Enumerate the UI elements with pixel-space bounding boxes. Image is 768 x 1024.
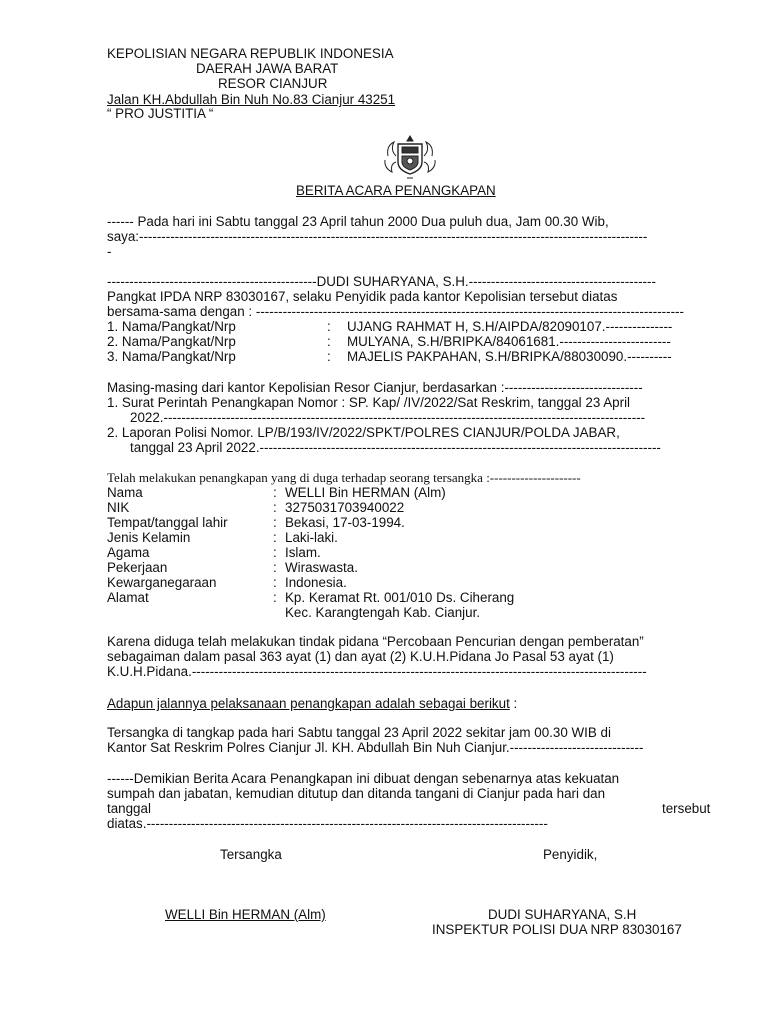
- header-resort: RESOR CIANJUR: [218, 76, 328, 91]
- member-colon: :: [327, 349, 331, 364]
- signature-suspect-label: Tersangka: [220, 847, 282, 862]
- closing-line-3-left: tanggal: [107, 801, 151, 816]
- intro-line-2: saya:------------------------------------------------------------------------------------------------------------------: [107, 229, 648, 244]
- basis-item-1-cont: 2022.------------------------------------------------------------------------------------------------------------: [130, 410, 646, 425]
- reason-line-1: Karena diduga telah melakukan tindak pidana “Percobaan Pencurian dengan pemberatan”: [107, 634, 644, 649]
- member-colon: :: [327, 319, 331, 334]
- header-region: DAERAH JAWA BARAT: [196, 61, 339, 76]
- signature-suspect-name: WELLI Bin HERMAN (Alm): [165, 907, 326, 922]
- intro-line-3: -: [107, 244, 112, 259]
- execution-line-1: Tersangka di tangkap pada hari Sabtu tanggal 23 April 2022 sekitar jam 00.30 WIB di: [107, 725, 611, 740]
- member-value: MULYANA, S.H/BRIPKA/84061681.-------------------------: [347, 334, 671, 349]
- member-row: [107, 349, 717, 364]
- execution-line-2: Kantor Sat Reskrim Polres Cianjur Jl. KH. Abdullah Bin Nuh Cianjur.------------------------------: [107, 740, 644, 755]
- basis-item-2-cont: tanggal 23 April 2022.------------------------------------------------------------------------------------------: [130, 440, 661, 455]
- header-address: Jalan KH.Abdullah Bin Nuh No.83 Cianjur 43251: [107, 92, 396, 107]
- suspect-field: Agama : Islam.: [107, 545, 321, 560]
- signature-investigator-label: Penyidik,: [543, 847, 598, 862]
- basis-intro: Masing-masing dari kantor Kepolisian Resor Cianjur, berdasarkan :-------------------------------: [107, 380, 643, 395]
- basis-item-1: 1. Surat Perintah Penangkapan Nomor : SP. Kap/ /IV/2022/Sat Reskrim, tanggal 23 April: [107, 395, 631, 410]
- arrest-intro: Telah melakukan penangkapan yang di duga terhadap seorang tersangka :---------------------: [107, 470, 581, 485]
- suspect-field: Alamat : Kp. Keramat Rt. 001/010 Ds. Ciherang: [107, 590, 515, 605]
- signature-investigator-name: DUDI SUHARYANA, S.H: [488, 907, 637, 922]
- suspect-field: Tempat/tanggal lahir : Bekasi, 17-03-1994.: [107, 515, 405, 530]
- suspect-field: Kewarganegaraan : Indonesia.: [107, 575, 347, 590]
- member-value: UJANG RAHMAT H, S.H/AIPDA/82090107.---------------: [347, 319, 673, 334]
- police-emblem-icon: [380, 132, 440, 180]
- member-label: 3. Nama/Pangkat/Nrp: [107, 349, 236, 364]
- execution-heading: Adapun jalannya pelaksanaan penangkapan adalah sebagai berikut :: [107, 696, 518, 711]
- investigator-name: -----------------------------------------------DUDI SUHARYANA, S.H.------------------------------------------: [107, 274, 656, 289]
- intro-line-1: ------ Pada hari ini Sabtu tanggal 23 April tahun 2000 Dua puluh dua, Jam 00.30 Wib,: [107, 214, 609, 229]
- member-row: [107, 319, 717, 334]
- document-title: BERITA ACARA PENANGKAPAN: [296, 183, 496, 198]
- suspect-field: NIK : 3275031703940022: [107, 500, 405, 515]
- closing-line-2: sumpah dan jabatan, kemudian ditutup dan ditanda tangani di Cianjur pada hari dan: [107, 786, 606, 801]
- member-value: MAJELIS PAKPAHAN, S.H/BRIPKA/88030090.----------: [347, 349, 672, 364]
- member-label: 2. Nama/Pangkat/Nrp: [107, 334, 236, 349]
- member-label: 1. Nama/Pangkat/Nrp: [107, 319, 236, 334]
- closing-line-4: diatas.------------------------------------------------------------------------------------------: [107, 816, 548, 831]
- member-colon: :: [327, 334, 331, 349]
- investigator-together: bersama-sama dengan : ------------------------------------------------------------------------------------------------: [107, 304, 684, 319]
- signature-investigator-title: INSPEKTUR POLISI DUA NRP 83030167: [432, 922, 682, 937]
- closing-line-3-right: tersebut: [662, 801, 711, 816]
- basis-item-2: 2. Laporan Polisi Nomor. LP/B/193/IV/2022/SPKT/POLRES CIANJUR/POLDA JABAR,: [107, 425, 620, 440]
- investigator-rank: Pangkat IPDA NRP 83030167, selaku Penyidik pada kantor Kepolisian tersebut diatas: [107, 289, 618, 304]
- suspect-address-cont: Kec. Karangtengah Kab. Cianjur.: [285, 605, 481, 620]
- header-institution: KEPOLISIAN NEGARA REPUBLIK INDONESIA: [107, 46, 394, 61]
- reason-line-3: K.U.H.Pidana.------------------------------------------------------------------------------------------------------: [107, 664, 647, 679]
- closing-line-1: ------Demikian Berita Acara Penangkapan ini dibuat dengan sebenarnya atas kekuatan: [107, 771, 620, 786]
- suspect-field: Pekerjaan : Wiraswasta.: [107, 560, 358, 575]
- reason-line-2: sebagaiman dalam pasal 363 ayat (1) dan ayat (2) K.U.H.Pidana Jo Pasal 53 ayat (1): [107, 649, 614, 664]
- member-row: [107, 334, 717, 349]
- header-motto: “ PRO JUSTITIA “: [107, 106, 214, 121]
- suspect-field: Jenis Kelamin : Laki-laki.: [107, 530, 338, 545]
- suspect-field: Nama : WELLI Bin HERMAN (Alm): [107, 485, 446, 500]
